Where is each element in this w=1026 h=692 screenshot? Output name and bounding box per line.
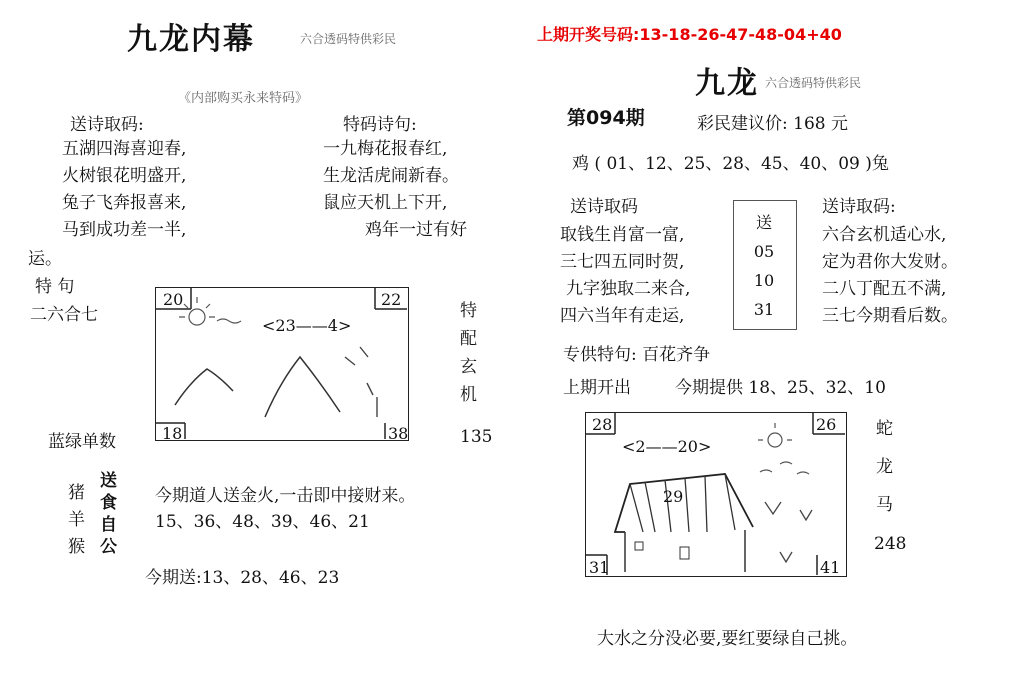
left-corner-br: 38 bbox=[388, 424, 409, 443]
special-poem-line: 鸡年一过有好 bbox=[365, 220, 467, 240]
bottom-line: 大水之分没必要,要红要绿自己挑。 bbox=[597, 629, 858, 649]
right-drawing-middle: <2——20> bbox=[622, 437, 712, 456]
left-corner-tl: 20 bbox=[163, 290, 184, 309]
left-side-chars bbox=[460, 297, 477, 409]
right-corner-tl: 28 bbox=[592, 415, 613, 434]
side-char: 特 bbox=[460, 301, 477, 321]
send-number: 10 bbox=[753, 271, 775, 290]
left-doc-label: 《内部购买永来特码》 bbox=[178, 91, 309, 106]
left-line2: 15、36、48、39、46、21 bbox=[155, 512, 370, 532]
right-poem-heading: 特码诗句: bbox=[343, 115, 417, 135]
right-poem-right-heading: 送诗取码: bbox=[822, 197, 896, 217]
left-title: 九龙内幕 bbox=[127, 22, 255, 57]
special-value: 二六合七 bbox=[30, 305, 98, 325]
gong-chars bbox=[100, 470, 117, 558]
right-corner-br: 41 bbox=[820, 558, 841, 577]
special-poem-line: 一九梅花报春红, bbox=[323, 139, 448, 159]
side-char: 蛇 bbox=[876, 419, 893, 439]
last-draw-numbers: 上期开奖号码:13-18-26-47-48-04+40 bbox=[537, 25, 842, 44]
poem-line: 取钱生肖富一富, bbox=[560, 225, 685, 245]
issue-number: 第094期 bbox=[567, 107, 645, 129]
send-label: 送 bbox=[755, 213, 772, 232]
this-provide: 今期提供 18、25、32、10 bbox=[675, 378, 886, 398]
side-char: 龙 bbox=[876, 457, 893, 477]
suggested-price: 彩民建议价: 168 元 bbox=[697, 114, 848, 134]
gong-char: 送 bbox=[100, 471, 117, 491]
right-corner-tr: 26 bbox=[816, 415, 837, 434]
left-poem-line: 五湖四海喜迎春, bbox=[62, 139, 187, 159]
rooster-line: 鸡 ( 01、12、25、28、45、40、09 )兔 bbox=[572, 154, 889, 174]
left-poem bbox=[62, 136, 186, 244]
poem-line: 四六当年有走运, bbox=[560, 306, 685, 326]
left-drawing-sketch bbox=[155, 287, 409, 441]
poem-line: 三七四五同时贺, bbox=[560, 252, 685, 272]
special-poem-line: 生龙活虎闹新春。 bbox=[323, 166, 459, 186]
side-char: 配 bbox=[460, 329, 477, 349]
poem-line: 六合玄机适心水, bbox=[822, 225, 947, 245]
side-char: 机 bbox=[460, 385, 477, 405]
special-phrase: 专供特句: 百花齐争 bbox=[563, 345, 711, 365]
right-poem-left bbox=[560, 222, 690, 330]
side-char: 玄 bbox=[460, 357, 477, 377]
left-poem-line: 兔子飞奔报喜来, bbox=[62, 193, 187, 213]
bluegreen-value: 135 bbox=[460, 427, 493, 447]
gong-char: 自 bbox=[100, 515, 117, 535]
left-poem-heading: 送诗取码: bbox=[70, 115, 144, 135]
special-label: 特 句 bbox=[35, 277, 75, 297]
zodiac: 羊 bbox=[68, 510, 85, 530]
bluegreen-label: 蓝绿单数 bbox=[48, 432, 116, 452]
send-number-list bbox=[733, 208, 795, 324]
left-poem-line: 火树银花明盛开, bbox=[62, 166, 187, 186]
right-poem-left-heading: 送诗取码 bbox=[570, 197, 638, 217]
left-corner-bl: 18 bbox=[162, 424, 183, 443]
gong-char: 公 bbox=[100, 537, 117, 557]
right-side-chars bbox=[876, 410, 893, 524]
right-corner-bl: 31 bbox=[589, 558, 610, 577]
left-drawing-middle: <23——4> bbox=[262, 316, 352, 335]
right-poem-right bbox=[822, 222, 958, 330]
send-number: 31 bbox=[753, 300, 775, 319]
poem-line: 二八丁配五不满, bbox=[822, 279, 947, 299]
poem-line: 九字独取二来合, bbox=[566, 279, 691, 299]
poem-line: 定为君你大发财。 bbox=[822, 252, 958, 272]
right-side-value: 248 bbox=[874, 534, 907, 554]
zodiac-list bbox=[68, 480, 85, 561]
left-subtitle: 六合透码特供彩民 bbox=[300, 32, 397, 46]
left-special-poem bbox=[323, 136, 467, 244]
right-title: 九龙 bbox=[695, 66, 759, 101]
zodiac: 猪 bbox=[68, 483, 85, 503]
poem-line: 三七今期看后数。 bbox=[822, 306, 958, 326]
right-drawing-roof-number: 29 bbox=[663, 487, 684, 506]
left-poem-line: 马到成功差一半, bbox=[62, 220, 187, 240]
left-corner-tr: 22 bbox=[381, 290, 402, 309]
side-char: 马 bbox=[876, 495, 893, 515]
special-poem-line: 鼠应天机上下开, bbox=[323, 193, 448, 213]
send-number: 05 bbox=[753, 242, 775, 261]
left-send-line: 今期送:13、28、46、23 bbox=[145, 568, 340, 588]
right-subtitle: 六合透码特供彩民 bbox=[765, 76, 862, 90]
zodiac: 猴 bbox=[68, 537, 85, 557]
left-line1: 今期道人送金火,一击即中接财来。 bbox=[155, 486, 416, 506]
poem-tail: 运。 bbox=[28, 249, 62, 269]
last-open-label: 上期开出 bbox=[563, 378, 631, 398]
gong-char: 食 bbox=[100, 493, 117, 513]
